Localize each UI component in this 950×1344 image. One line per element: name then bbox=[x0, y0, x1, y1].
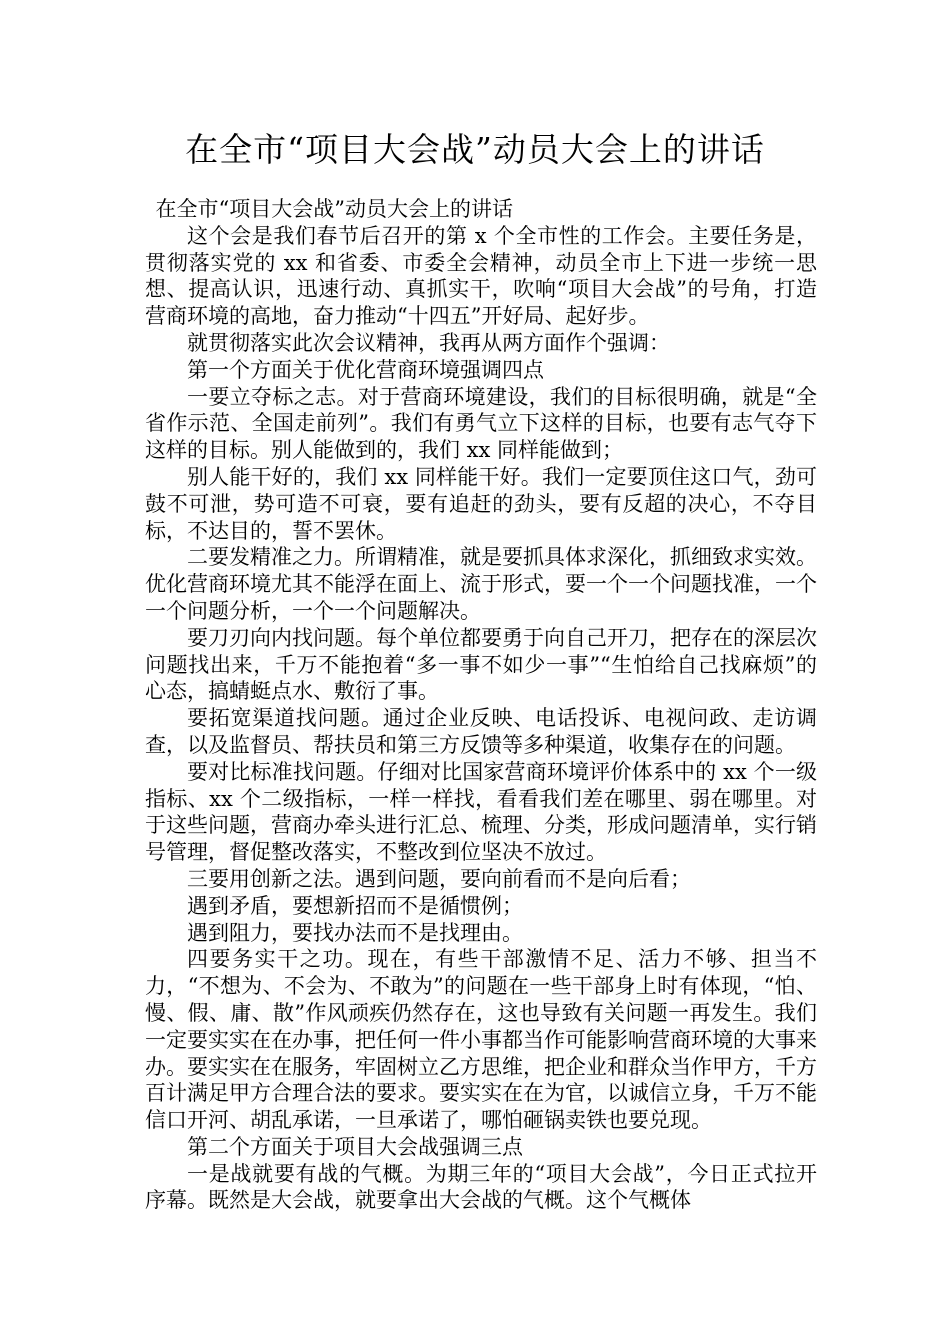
paragraph: 要对比标准找问题。仔细对比国家营商环境评价体系中的 xx 个一级指标、xx 个二级指标，一样一样找，看看我们差在哪里、弱在哪里。对于这些问题，营商办牵头进行汇总、梳理、分类，形成问题清单，实行销号管理，督促整改落实，不整改到位坚决不放过。 bbox=[145, 759, 817, 865]
document-title: 在全市“项目大会战”动员大会上的讲话 bbox=[185, 130, 765, 169]
paragraph: 三要用创新之法。遇到问题，要向前看而不是向后看； bbox=[187, 866, 691, 891]
document-subtitle: 在全市“项目大会战”动员大会上的讲话 bbox=[155, 197, 513, 221]
paragraph: 遇到阻力，要找办法而不是找理由。 bbox=[187, 920, 523, 945]
paragraph: 就贯彻落实此次会议精神，我再从两方面作个强调： bbox=[187, 330, 670, 355]
paragraph: 一是战就要有战的气概。为期三年的“项目大会战”，今日正式拉开序幕。既然是大会战，就要拿出大会战的气概。这个气概体 bbox=[145, 1161, 817, 1213]
paragraph: 别人能干好的，我们 xx 同样能干好。我们一定要顶住这口气，劲可鼓不可泄，势可造不可衰，要有追赶的劲头，要有反超的决心，不夺目标，不达目的，誓不罢休。 bbox=[145, 464, 817, 543]
paragraph: 二要发精准之力。所谓精准，就是要抓具体求深化，抓细致求实效。优化营商环境尤其不能浮在面上、流于形式，要一个一个问题找准，一个一个问题分析，一个一个问题解决。 bbox=[145, 545, 817, 623]
document-body bbox=[145, 196, 817, 1214]
paragraph: 这个会是我们春节后召开的第 x 个全市性的工作会。主要任务是，贯彻落实党的 xx 和省委、市委全会精神，动员全市上下进一步统一思想、提高认识，迅速行动、真抓实干，吹响“项目大会战”的号角，打造营商环境的高地，奋力推动“十四五”开好局、起好步。 bbox=[145, 223, 817, 329]
paragraph: 要刀刃向内找问题。每个单位都要勇于向自己开刀，把存在的深层次问题找出来，千万不能抱着“多一事不如少一事”“生怕给自己找麻烦”的心态，搞蜻蜓点水、敷衍了事。 bbox=[145, 625, 817, 704]
section-heading: 第一个方面关于优化营商环境强调四点 bbox=[187, 357, 544, 382]
paragraph: 要拓宽渠道找问题。通过企业反映、电话投诉、电视问政、走访调查，以及监督员、帮扶员和第三方反馈等多种渠道，收集存在的问题。 bbox=[145, 706, 817, 757]
section-heading: 第二个方面关于项目大会战强调三点 bbox=[187, 1134, 523, 1159]
paragraph: 遇到矛盾，要想新招而不是循惯例； bbox=[187, 893, 523, 918]
paragraph: 一要立夺标之志。对于营商环境建设，我们的目标很明确，就是“全省作示范、全国走前列”。我们有勇气立下这样的目标，也要有志气夺下这样的目标。别人能做到的，我们 xx 同样能做到； bbox=[145, 384, 817, 463]
paragraph: 四要务实干之功。现在，有些干部激情不足、活力不够、担当不力，“不想为、不会为、不敢为”的问题在一些干部身上时有体现，“怕、慢、假、庸、散”作风顽疾仍然存在，这也导致有关问题一再发生。我们一定要实实在在办事，把任何一件小事都当作可能影响营商环境的大事来办。要实实在在服务，牢固树立乙方思维，把企业和群众当作甲方，千方百计满足甲方合理合法的要求。要实实在在为官，以诚信立身，千万不能信口开河、胡乱承诺，一旦承诺了，哪怕砸锅卖铁也要兑现。 bbox=[145, 947, 817, 1133]
